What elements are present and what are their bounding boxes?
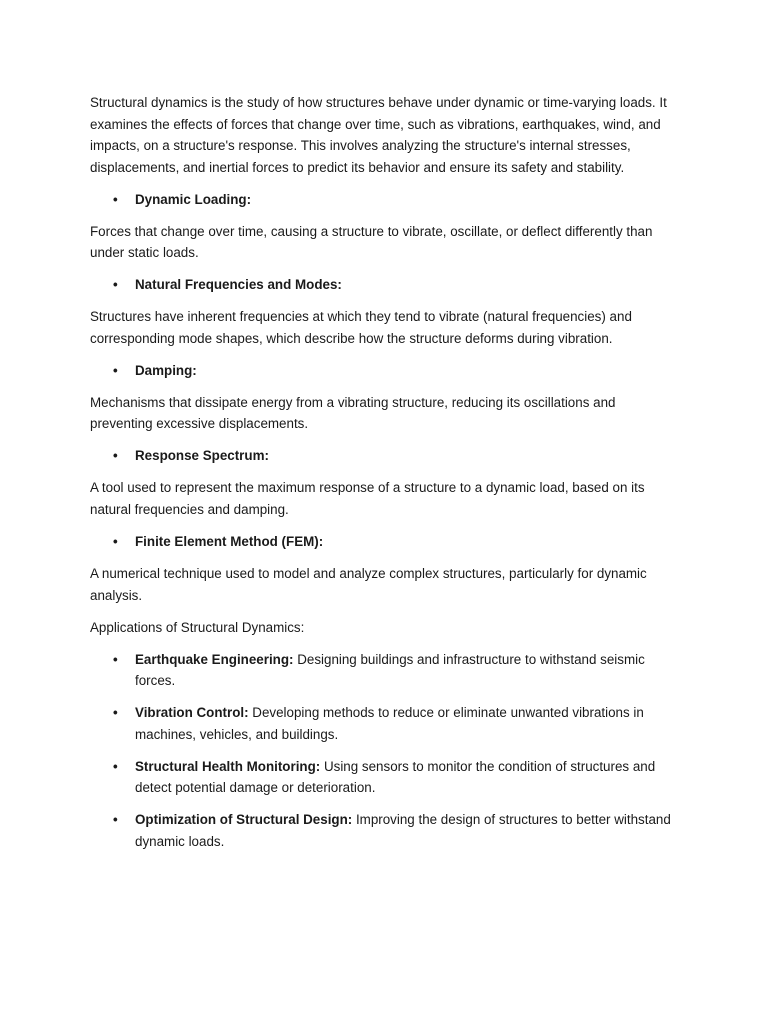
application-item (135, 702, 680, 745)
application-item (135, 756, 680, 799)
concept-heading (135, 531, 680, 553)
application-term: Optimization of Structural Design: (135, 812, 353, 828)
concept-description: Mechanisms that dissipate energy from a vibrating structure, reducing its oscillations and preventing excessive displacements. (90, 394, 616, 432)
concept-list-2 (90, 274, 680, 296)
application-item (135, 809, 680, 852)
concept-heading-text: Damping: (135, 362, 197, 378)
concept-list-1 (90, 189, 680, 211)
concept-heading (135, 274, 680, 296)
concept-description: A numerical technique used to model and analyze complex structures, particularly for dynamic analysis. (90, 566, 647, 603)
concept-heading (135, 445, 680, 467)
concept-heading-text: Natural Frequencies and Modes: (135, 277, 342, 293)
applications-list (90, 649, 680, 853)
concept-heading (135, 189, 680, 211)
concept-list-3 (90, 360, 680, 382)
application-text: Developing methods to reduce or eliminate unwanted vibrations in machines, vehicles, and buildings. (135, 705, 644, 742)
application-text: Improving the design of structures to better withstand dynamic loads. (135, 812, 671, 849)
applications-heading: Applications of Structural Dynamics: (90, 619, 305, 635)
concept-heading (135, 360, 680, 382)
application-text: Using sensors to monitor the condition of structures and detect potential damage or deterioration. (135, 758, 656, 796)
concept-list-4 (90, 445, 680, 467)
concept-heading-text: Dynamic Loading: (135, 191, 252, 207)
concept-description: A tool used to represent the maximum response of a structure to a dynamic load, based on its natural frequencies and damping. (90, 480, 645, 518)
document-body (90, 92, 680, 863)
intro-paragraph: Structural dynamics is the study of how structures behave under dynamic or time-varying loads. It examines the effects of forces that change over time, such as vibrations, earthquakes, wind, and impacts, on a structure's response. This involves analyzing the structure's internal stresses, displacements, and inertial forces to predict its behavior and ensure its safety and stability. (90, 95, 667, 175)
application-item (135, 649, 680, 692)
concept-heading-text: Response Spectrum: (135, 448, 269, 464)
concept-heading-text: Finite Element Method (FEM): (135, 534, 324, 550)
application-term: Structural Health Monitoring: (135, 758, 321, 774)
concept-description: Structures have inherent frequencies at which they tend to vibrate (natural frequencies) and corresponding mode shapes, which describe how the structure deforms during vibration. (90, 309, 632, 346)
concept-list-5 (90, 531, 680, 553)
application-term: Earthquake Engineering: (135, 651, 294, 667)
concept-description: Forces that change over time, causing a structure to vibrate, oscillate, or deflect differently than under static loads. (90, 223, 653, 261)
application-text: Designing buildings and infrastructure to withstand seismic forces. (135, 651, 645, 689)
application-term: Vibration Control: (135, 705, 249, 721)
